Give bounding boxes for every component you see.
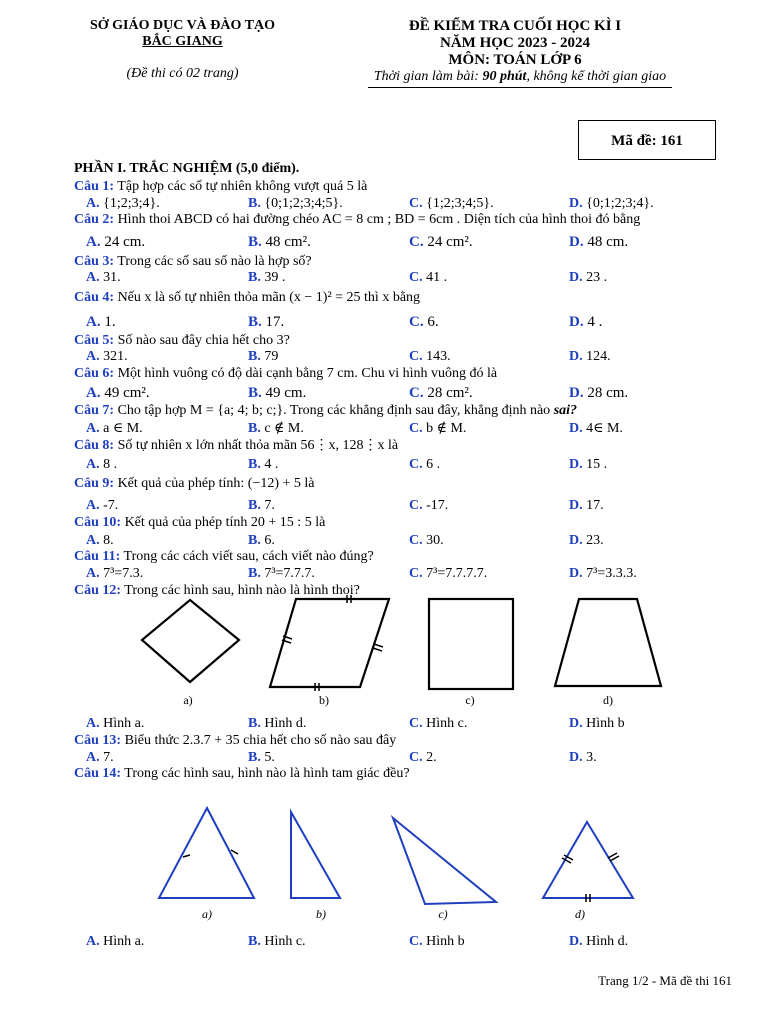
question-2-option-d[interactable] [569,234,628,251]
question-9-option-c[interactable] [409,498,448,514]
option-text: b ∉ M. [426,421,467,436]
question-11 [74,549,374,565]
option-text: 1. [104,314,116,330]
option-text: 28 cm². [427,385,473,401]
option-letter: C. [409,196,423,211]
fig12-label-a: a) [183,693,193,707]
question-9 [74,476,315,492]
q14-figures [150,800,650,924]
question-6-option-b[interactable] [248,385,306,402]
question-7-option-a[interactable] [86,420,143,437]
option-letter: A. [86,196,100,211]
isosceles-triangle-figure [159,808,254,921]
option-letter: B. [248,566,261,581]
option-letter: D. [569,934,583,949]
question-13-option-a[interactable] [86,750,114,766]
question-11-option-c[interactable] [409,566,487,582]
question-8-option-d[interactable] [569,457,607,473]
question-12-option-d[interactable] [569,716,625,732]
option-letter: B. [248,234,262,250]
question-number: Câu 10: [74,515,122,530]
question-text: Số nào sau đây chia hết cho 3? [114,333,290,348]
option-text: 49 cm. [265,385,307,401]
question-1-option-d[interactable] [569,196,654,212]
option-text: 39 . [264,270,286,285]
rectangle-figure [429,599,513,707]
option-text: Hình b [586,716,625,731]
option-letter: B. [248,750,261,765]
option-letter: C. [409,716,423,731]
option-text: 17. [265,314,285,330]
question-3-option-d[interactable] [569,270,607,286]
option-text: 4 . [587,314,603,330]
option-letter: C. [409,314,424,330]
question-12-option-a[interactable] [86,716,144,732]
option-letter: B. [248,421,261,436]
question-number: Câu 6: [74,366,115,381]
option-letter: A. [86,934,100,949]
question-3 [74,254,312,270]
option-text: 7³=7.7.7.7. [426,566,488,581]
fig14-label-d: d) [575,907,585,921]
question-4-option-d[interactable] [569,314,602,331]
question-14-option-c[interactable] [409,934,465,950]
option-letter: D. [569,716,583,731]
option-letter: A. [86,421,100,436]
time-pre: Thời gian làm bài: [373,69,483,84]
question-11-option-b[interactable] [248,566,315,582]
time-duration: 90 phút [482,69,527,84]
question-8-option-a[interactable] [86,457,117,473]
option-letter: A. [86,314,101,330]
question-number: Câu 14: [74,766,122,781]
question-1-option-a[interactable] [86,196,160,212]
question-14-option-a[interactable] [86,934,144,950]
page-footer: Trang 1/2 - Mã đề thi 161 [598,973,732,988]
option-letter: A. [86,270,100,285]
question-9-option-b[interactable] [248,498,275,514]
scalene-triangle-figure [393,818,496,921]
question-number: Câu 9: [74,476,115,491]
question-5-option-d[interactable] [569,349,611,365]
question-number: Câu 13: [74,733,122,748]
option-letter: D. [569,385,584,401]
pages-note: (Đề thi có 02 trang) [126,66,239,81]
fig12-label-c: c) [465,693,475,707]
question-13-option-c[interactable] [409,750,437,766]
option-text: 7³=7.7.7. [264,566,315,581]
question-3-option-b[interactable] [248,270,285,286]
question-13-option-d[interactable] [569,750,597,766]
question-6-option-c[interactable] [409,385,473,402]
question-number: Câu 12: [74,583,122,598]
question-10-option-a[interactable] [86,533,114,549]
option-text: 6. [264,533,275,548]
school-year: NĂM HỌC 2023 - 2024 [440,35,590,51]
option-text: 7. [103,750,114,765]
exam-title: ĐỀ KIỂM TRA CUỐI HỌC KÌ I [408,18,622,34]
option-text: 5. [264,750,275,765]
time-note [368,69,672,88]
question-4 [74,290,420,306]
option-letter: D. [569,421,583,436]
option-text: 30. [426,533,444,548]
option-letter: C. [409,234,424,250]
q12-figures [120,592,680,710]
question-text: Nếu x là số tự nhiên thỏa mãn (x − 1)² = 25 thì x bằng [114,290,421,305]
option-text: 8. [103,533,114,548]
question-12-option-b[interactable] [248,716,306,732]
option-text: {1;2;3;4;5}. [426,196,494,211]
parallelogram-figure [270,595,389,707]
question-1-option-c[interactable] [409,196,494,212]
option-text: {1;2;3;4}. [103,196,160,211]
question-number: Câu 7: [74,403,115,418]
question-13 [74,733,396,749]
question-2-option-c[interactable] [409,234,473,251]
option-text: 7³=7.3. [103,566,144,581]
fig12-label-d: d) [603,693,613,707]
fig14-label-c: c) [438,907,448,921]
option-letter: D. [569,270,583,285]
question-text: Số tự nhiên x lớn nhất thỏa mãn 56⋮x, 128⋮x là [114,438,399,453]
option-text: 6. [427,314,439,330]
province-name: BẮC GIANG [142,34,223,49]
option-text: 4 . [264,457,279,472]
option-letter: A. [86,234,101,250]
question-number: Câu 2: [74,212,115,227]
question-number: Câu 4: [74,290,115,305]
department-name: SỞ GIÁO DỤC VÀ ĐÀO TẠO [89,18,275,33]
option-letter: D. [569,498,583,513]
question-number: Câu 8: [74,438,115,453]
option-letter: A. [86,385,101,401]
question-2-option-a[interactable] [86,234,145,251]
question-4-option-a[interactable] [86,314,116,331]
question-12-option-c[interactable] [409,716,467,732]
option-text: -7. [103,498,119,513]
question-14-option-b[interactable] [248,934,306,950]
option-text: 7³=3.3.3. [586,566,637,581]
option-letter: D. [569,234,584,250]
option-text: 28 cm. [587,385,629,401]
question-6-option-d[interactable] [569,385,628,402]
option-letter: D. [569,566,583,581]
option-letter: D. [569,314,584,330]
option-text: 48 cm². [265,234,311,250]
option-text: Hình c. [426,716,468,731]
time-post: , không kể thời gian giao [526,69,667,84]
question-9-option-d[interactable] [569,498,604,514]
question-1 [74,179,367,195]
question-4-option-b[interactable] [248,314,284,331]
option-letter: C. [409,421,423,436]
option-text: -17. [426,498,449,513]
option-letter: B. [248,457,261,472]
option-text: 24 cm². [427,234,473,250]
option-text: 79 [264,349,279,364]
question-2-option-b[interactable] [248,234,311,251]
option-text: 49 cm². [104,385,150,401]
option-text: 31. [103,270,121,285]
question-5-option-a[interactable] [86,349,128,365]
option-text: 8 . [103,457,118,472]
option-letter: A. [86,716,100,731]
fig12-label-b: b) [319,693,329,707]
question-7-option-c[interactable] [409,420,466,437]
rhombus-figure [142,600,239,707]
question-text: Cho tập hợp M = {a; 4; b; c;}. Trong các khẳng định sau đây, khẳng định nào [114,403,554,418]
option-text: 2. [426,750,437,765]
option-text: 7. [264,498,275,513]
option-text: 48 cm. [587,234,629,250]
option-letter: C. [409,533,423,548]
option-text: Hình a. [103,716,145,731]
header-left [60,18,305,82]
question-7 [74,403,577,419]
question-number: Câu 3: [74,254,115,269]
option-text: 143. [426,349,451,364]
option-letter: D. [569,533,583,548]
option-text: 23 . [586,270,608,285]
option-text: 24 cm. [104,234,146,250]
question-5-option-b[interactable] [248,349,278,365]
question-text: Tập hợp các số tự nhiên không vượt quá 5 là [114,179,368,194]
question-number: Câu 1: [74,179,115,194]
option-letter: B. [248,498,261,513]
question-9-option-a[interactable] [86,498,118,514]
option-text: a ∈ M. [103,421,143,436]
question-emphasis: sai? [553,403,578,418]
option-letter: D. [569,349,583,364]
option-text: Hình b [426,934,465,949]
option-letter: C. [409,498,423,513]
question-8-option-b[interactable] [248,457,278,473]
fig14-label-b: b) [316,907,326,921]
question-text: Trong các hình sau, hình nào là hình thoi? [121,583,360,598]
question-6 [74,366,497,382]
question-text: Một hình vuông có độ dài cạnh bằng 7 cm. Chu vi hình vuông đó là [114,366,498,381]
exam-code-box: Mã đề: 161 [578,120,716,160]
option-text: Hình c. [264,934,306,949]
option-text: {0;1;2;3;4;5}. [264,196,343,211]
option-text: 321. [103,349,128,364]
option-text: Hình d. [264,716,307,731]
option-letter: A. [86,349,100,364]
question-13-option-b[interactable] [248,750,275,766]
question-10-option-c[interactable] [409,533,444,549]
equilateral-triangle-figure [543,822,633,921]
option-letter: B. [248,385,262,401]
option-letter: D. [569,457,583,472]
question-text: Kết quả của phép tính: (−12) + 5 là [114,476,315,491]
option-letter: B. [248,314,262,330]
fig14-label-a: a) [202,907,212,921]
option-letter: A. [86,533,100,548]
option-letter: A. [86,750,100,765]
question-7-option-b[interactable] [248,420,304,437]
option-letter: B. [248,934,261,949]
part-heading: PHẦN I. TRẮC NGHIỆM (5,0 điểm). [74,161,300,176]
option-text: 15 . [586,457,608,472]
question-text: Kết quả của phép tính 20 + 15 : 5 là [121,515,326,530]
option-letter: C. [409,385,424,401]
option-letter: C. [409,270,423,285]
option-text: Hình d. [586,934,629,949]
option-text: 6 . [426,457,441,472]
question-2 [74,212,640,228]
question-3-option-a[interactable] [86,270,121,286]
question-8 [74,437,398,454]
option-letter: B. [248,533,261,548]
option-letter: C. [409,750,423,765]
option-text: c ∉ M. [264,421,304,436]
option-text: 23. [586,533,604,548]
trapezoid-figure [555,599,661,707]
right-triangle-figure [291,812,340,921]
question-text: Hình thoi ABCD có hai đường chéo AC = 8 cm ; BD = 6cm . Diện tích của hình thoi đó bằng [114,212,641,227]
question-11-option-d[interactable] [569,566,637,582]
question-10-option-b[interactable] [248,533,275,549]
question-5-option-c[interactable] [409,349,451,365]
question-10-option-d[interactable] [569,533,604,549]
question-14 [74,766,410,782]
question-11-option-a[interactable] [86,566,143,582]
question-8-option-c[interactable] [409,457,440,473]
question-5 [74,333,290,349]
option-text: 3. [586,750,597,765]
option-letter: C. [409,349,423,364]
option-letter: D. [569,196,583,211]
option-letter: C. [409,566,423,581]
question-7-option-d[interactable] [569,420,623,437]
option-letter: A. [86,457,100,472]
option-text: 41 . [426,270,448,285]
option-letter: B. [248,270,261,285]
question-3-option-c[interactable] [409,270,447,286]
question-1-option-b[interactable] [248,196,343,212]
option-text: 17. [586,498,604,513]
question-4-option-c[interactable] [409,314,439,331]
option-letter: C. [409,934,423,949]
question-number: Câu 5: [74,333,115,348]
option-letter: A. [86,566,100,581]
question-number: Câu 11: [74,549,121,564]
subject: MÔN: TOÁN LỚP 6 [448,52,582,68]
header-right [330,18,700,88]
option-letter: C. [409,457,423,472]
option-letter: D. [569,750,583,765]
question-6-option-a[interactable] [86,385,150,402]
question-text: Trong các số sau số nào là hợp số? [114,254,312,269]
option-text: 4∈ M. [586,421,623,436]
option-letter: B. [248,196,261,211]
option-text: {0;1;2;3;4}. [586,196,654,211]
question-text: Trong các cách viết sau, cách viết nào đúng? [120,549,374,564]
option-letter: B. [248,349,261,364]
question-10 [74,515,325,531]
question-text: Trong các hình sau, hình nào là hình tam giác đều? [121,766,410,781]
option-letter: A. [86,498,100,513]
option-text: 124. [586,349,611,364]
question-14-option-d[interactable] [569,934,628,950]
option-text: Hình a. [103,934,145,949]
option-letter: B. [248,716,261,731]
question-text: Biểu thức 2.3.7 + 35 chia hết cho số nào sau đây [121,733,397,748]
